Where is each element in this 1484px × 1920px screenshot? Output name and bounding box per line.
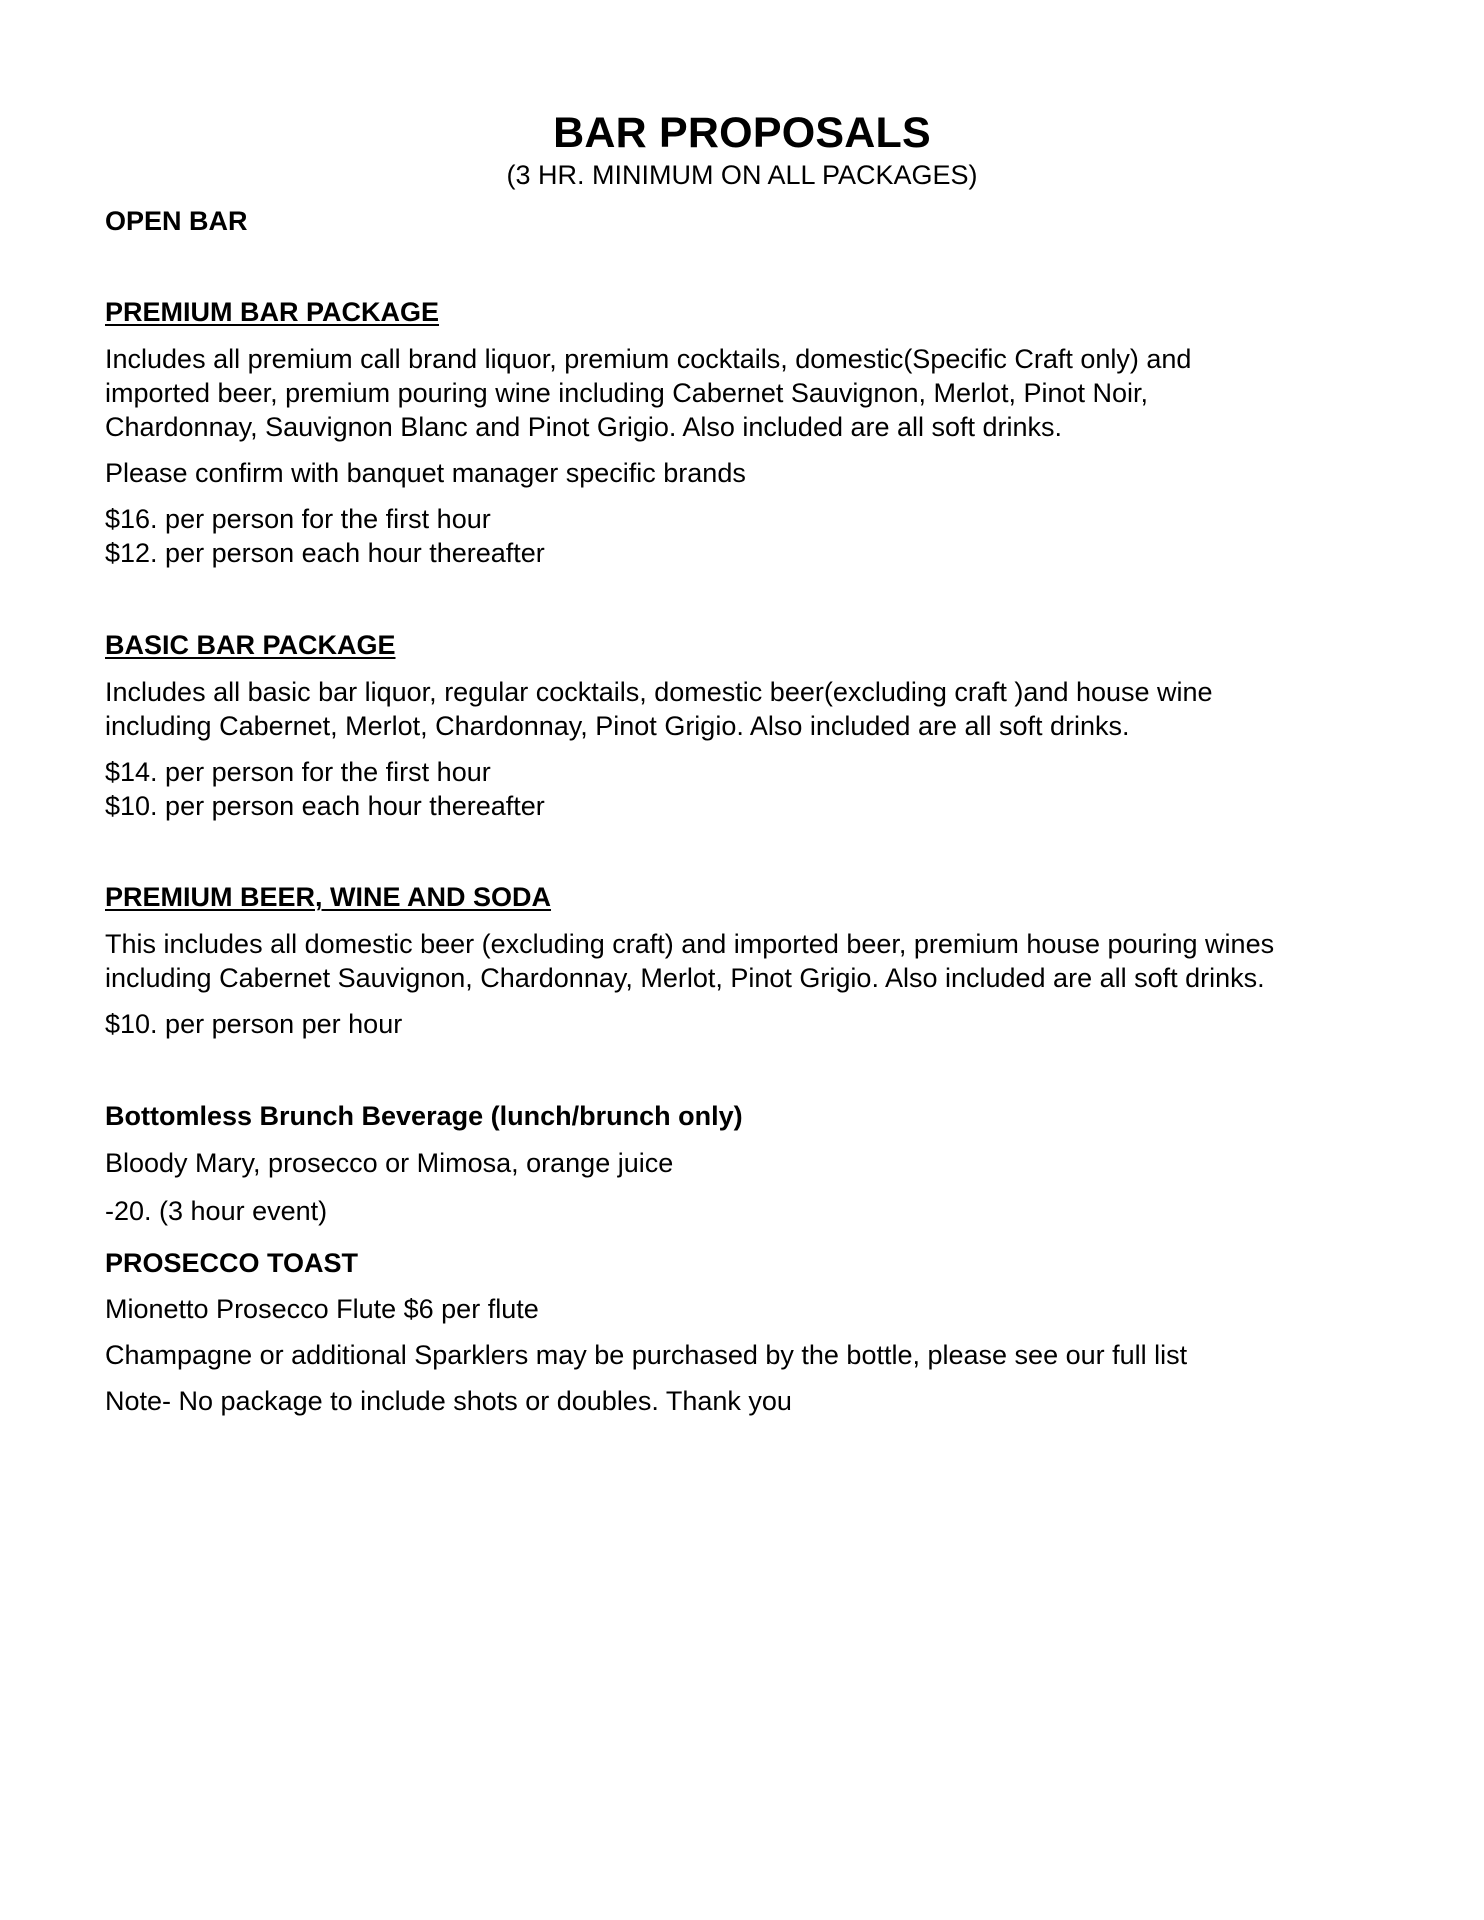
premium-bar-heading: PREMIUM BAR PACKAGE	[105, 297, 440, 327]
prosecco-note: Note- No package to include shots or doubles. Thank you	[105, 1386, 792, 1416]
beer-wine-heading: PREMIUM BEER, WINE AND SODA	[105, 882, 552, 912]
premium-bar-desc-line: Chardonnay, Sauvignon Blanc and Pinot Grigio. Also included are all soft drinks.	[105, 412, 1063, 442]
premium-bar-price-after: $12. per person each hour thereafter	[105, 538, 545, 568]
brunch-heading: Bottomless Brunch Beverage (lunch/brunch only)	[105, 1101, 743, 1131]
premium-bar-note: Please confirm with banquet manager specific brands	[105, 458, 746, 488]
open-bar-heading: OPEN BAR	[105, 206, 248, 236]
beer-wine-desc-line: including Cabernet Sauvignon, Chardonnay, Merlot, Pinot Grigio. Also included are all soft drinks.	[105, 963, 1265, 993]
premium-bar-desc-line: Includes all premium call brand liquor, premium cocktails, domestic(Specific Craft only) and	[105, 344, 1192, 374]
premium-bar-price-first: $16. per person for the first hour	[105, 504, 491, 534]
basic-bar-price-after: $10. per person each hour thereafter	[105, 791, 545, 821]
prosecco-line: Champagne or additional Sparklers may be purchased by the bottle, please see our full list	[105, 1340, 1188, 1370]
beer-wine-desc-line: This includes all domestic beer (excluding craft) and imported beer, premium house pouring wines	[105, 929, 1275, 959]
brunch-items: Bloody Mary, prosecco or Mimosa, orange juice	[105, 1148, 674, 1178]
basic-bar-price-first: $14. per person for the first hour	[105, 757, 491, 787]
brunch-price: -20. (3 hour event)	[105, 1196, 328, 1226]
basic-bar-desc-line: including Cabernet, Merlot, Chardonnay, Pinot Grigio. Also included are all soft drinks.	[105, 711, 1130, 741]
basic-bar-heading: BASIC BAR PACKAGE	[105, 630, 396, 660]
basic-bar-desc-line: Includes all basic bar liquor, regular cocktails, domestic beer(excluding craft )and house wine	[105, 677, 1213, 707]
beer-wine-price: $10. per person per hour	[105, 1009, 403, 1039]
page-title: BAR PROPOSALS	[553, 109, 931, 157]
prosecco-line: Mionetto Prosecco Flute $6 per flute	[105, 1294, 539, 1324]
premium-bar-desc-line: imported beer, premium pouring wine including Cabernet Sauvignon, Merlot, Pinot Noir,	[105, 378, 1149, 408]
page-subtitle: (3 HR. MINIMUM ON ALL PACKAGES)	[506, 160, 978, 190]
prosecco-heading: PROSECCO TOAST	[105, 1248, 359, 1278]
